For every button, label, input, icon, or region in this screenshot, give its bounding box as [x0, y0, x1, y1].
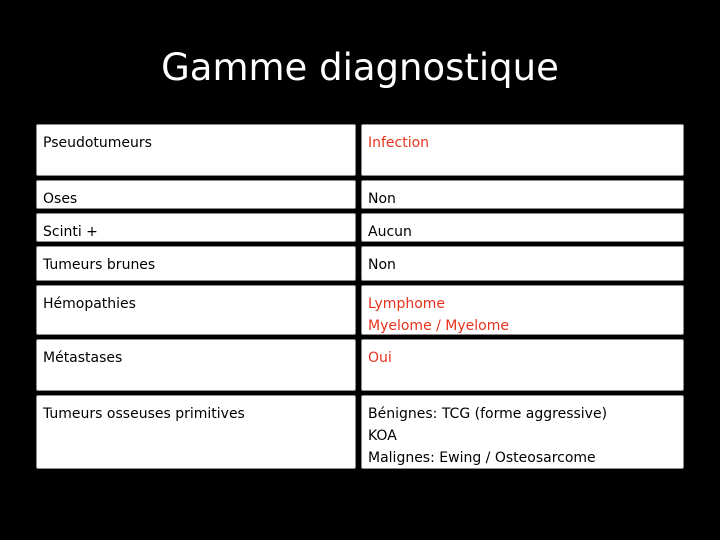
- table-row: [36, 285, 684, 335]
- slide-title: Gamme diagnostique: [161, 46, 559, 89]
- table-row: [36, 395, 684, 469]
- row-value: Bénignes: TCG (forme aggressive): [368, 406, 608, 422]
- row-label: Oses: [43, 191, 78, 207]
- row-label: Pseudotumeurs: [43, 135, 152, 151]
- table-row: [36, 246, 684, 281]
- row-label-cell: [36, 339, 356, 391]
- row-label-cell: [36, 395, 356, 469]
- row-label: Hémopathies: [43, 296, 136, 312]
- row-value: Malignes: Ewing / Osteosarcome: [368, 450, 596, 466]
- row-label: Tumeurs osseuses primitives: [43, 406, 245, 422]
- row-value: KOA: [368, 428, 397, 444]
- row-label-cell: [36, 180, 356, 209]
- row-value-cell: [361, 339, 684, 391]
- row-value-cell: [361, 124, 684, 176]
- row-label-cell: [36, 213, 356, 242]
- row-value: Non: [368, 191, 396, 207]
- row-label: Métastases: [43, 350, 123, 366]
- row-value: Infection: [368, 135, 430, 151]
- row-value-cell: [361, 213, 684, 242]
- table-row: [36, 124, 684, 176]
- row-value: Myelome / Myelome: [368, 318, 509, 334]
- row-value: Aucun: [368, 224, 412, 240]
- table-row: [36, 213, 684, 242]
- row-value-cell: [361, 395, 684, 469]
- row-value-cell: [361, 246, 684, 281]
- row-label-cell: [36, 246, 356, 281]
- table-row: [36, 180, 684, 209]
- row-label: Tumeurs brunes: [43, 257, 156, 273]
- row-value: Oui: [368, 350, 392, 366]
- row-value-cell: [361, 180, 684, 209]
- row-value-cell: [361, 285, 684, 335]
- row-value: Non: [368, 257, 396, 273]
- row-value: Lymphome: [368, 296, 446, 312]
- row-label-cell: [36, 285, 356, 335]
- row-label-cell: [36, 124, 356, 176]
- table-row: [36, 339, 684, 391]
- diagnostic-table: [36, 124, 684, 473]
- row-label: Scinti +: [43, 224, 98, 240]
